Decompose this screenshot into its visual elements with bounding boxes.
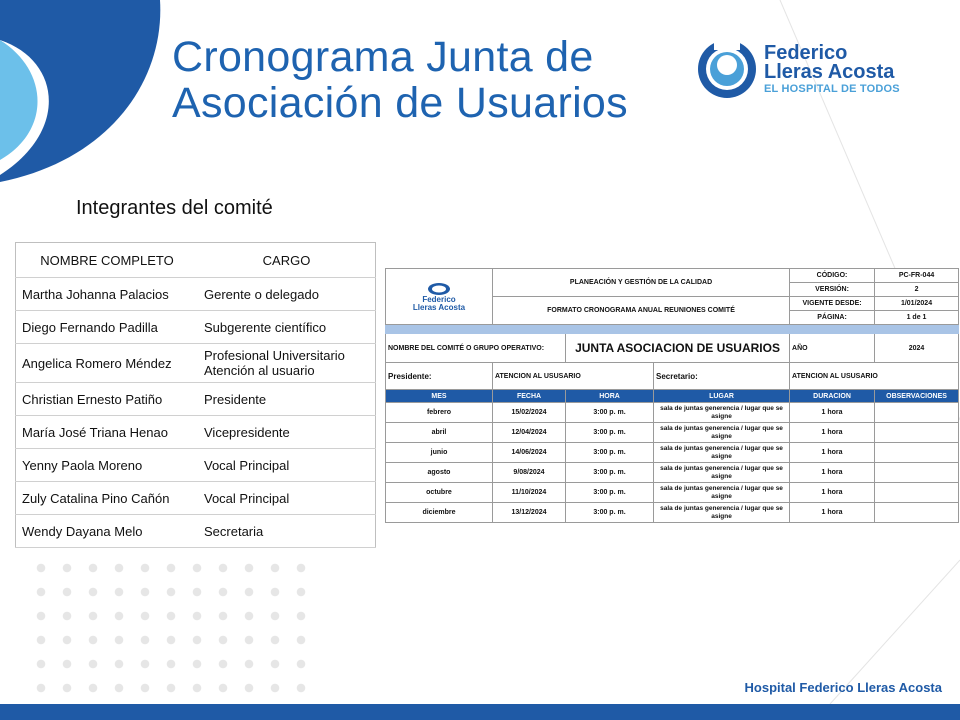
- member-name: Angelica Romero Méndez: [16, 344, 199, 383]
- schedule-row: [386, 503, 959, 523]
- format-logo-text: [413, 296, 465, 312]
- cell-lugar: sala de juntas generencia / lugar que se asigne: [654, 463, 790, 483]
- dot-grid-decoration: [28, 556, 318, 696]
- secretary-value: ATENCION AL USUSARIO: [790, 363, 959, 390]
- col-observaciones: OBSERVACIONES: [875, 390, 959, 403]
- members-table: [15, 242, 376, 548]
- cell-mes: febrero: [386, 403, 493, 423]
- cell-duracion: 1 hora: [790, 443, 875, 463]
- cell-hora: 3:00 p. m.: [566, 403, 654, 423]
- schedule-column-headers: [386, 390, 959, 403]
- committee-label: NOMBRE DEL COMITÉ O GRUPO OPERATIVO:: [386, 334, 566, 363]
- cell-mes: agosto: [386, 463, 493, 483]
- cell-fecha: 12/04/2024: [493, 423, 566, 443]
- meta-value: 2: [875, 283, 959, 297]
- cell-mes: octubre: [386, 483, 493, 503]
- committee-name: JUNTA ASOCIACION DE USUARIOS: [566, 334, 790, 363]
- member-name: Christian Ernesto Patiño: [16, 383, 199, 416]
- member-role: Presidente: [198, 383, 376, 416]
- cell-observaciones: [875, 443, 959, 463]
- logo-name-line1: Federico: [764, 42, 848, 64]
- cell-duracion: 1 hora: [790, 463, 875, 483]
- cell-duracion: 1 hora: [790, 503, 875, 523]
- cell-observaciones: [875, 423, 959, 443]
- col-hora: HORA: [566, 390, 654, 403]
- members-header-row: [16, 243, 376, 278]
- header-name: NOMBRE COMPLETO: [16, 243, 199, 278]
- secretary-label: Secretario:: [654, 363, 790, 390]
- cell-fecha: 13/12/2024: [493, 503, 566, 523]
- cell-observaciones: [875, 483, 959, 503]
- meta-label: PÁGINA:: [790, 311, 875, 325]
- member-name: Yenny Paola Moreno: [16, 449, 199, 482]
- table-row: [16, 515, 376, 548]
- header-role: CARGO: [198, 243, 376, 278]
- member-name: Diego Fernando Padilla: [16, 311, 199, 344]
- cell-lugar: sala de juntas generencia / lugar que se asigne: [654, 403, 790, 423]
- cell-duracion: 1 hora: [790, 403, 875, 423]
- member-role: Profesional Universitario Atención al usuario: [198, 344, 376, 383]
- year-label: AÑO: [790, 334, 875, 363]
- format-logo-line1: Federico: [422, 294, 456, 304]
- table-row: [16, 416, 376, 449]
- logo-name-line2: Lleras Acosta: [764, 61, 895, 83]
- meta-value: 1/01/2024: [875, 297, 959, 311]
- meta-value: 1 de 1: [875, 311, 959, 325]
- cell-duracion: 1 hora: [790, 483, 875, 503]
- officers-row: [386, 363, 959, 390]
- format-divider: [386, 325, 959, 334]
- cell-duracion: 1 hora: [790, 423, 875, 443]
- member-name: María José Triana Henao: [16, 416, 199, 449]
- logo-mark-icon: [696, 38, 758, 100]
- cell-fecha: 9/08/2024: [493, 463, 566, 483]
- schedule-row: [386, 483, 959, 503]
- format-header-title1: PLANEACIÓN Y GESTIÓN DE LA CALIDAD: [493, 269, 790, 297]
- table-row: [16, 344, 376, 383]
- cell-mes: diciembre: [386, 503, 493, 523]
- cell-hora: 3:00 p. m.: [566, 503, 654, 523]
- cell-observaciones: [875, 503, 959, 523]
- member-role: Secretaria: [198, 515, 376, 548]
- committee-subtitle: Integrantes del comité: [76, 197, 273, 219]
- meta-label: CÓDIGO:: [790, 269, 875, 283]
- col-fecha: FECHA: [493, 390, 566, 403]
- format-logo: [386, 269, 493, 325]
- hospital-logo: [696, 38, 926, 104]
- meta-label: VERSIÓN:: [790, 283, 875, 297]
- member-role: Vocal Principal: [198, 482, 376, 515]
- cell-observaciones: [875, 463, 959, 483]
- format-table: [385, 268, 959, 523]
- member-role: Vocal Principal: [198, 449, 376, 482]
- cell-lugar: sala de juntas generencia / lugar que se asigne: [654, 443, 790, 463]
- col-duracion: DURACION: [790, 390, 875, 403]
- member-name: Martha Johanna Palacios: [16, 278, 199, 311]
- schedule-row: [386, 423, 959, 443]
- cell-observaciones: [875, 403, 959, 423]
- footer-bar: [0, 704, 960, 720]
- schedule-row: [386, 403, 959, 423]
- member-role: Gerente o delegado: [198, 278, 376, 311]
- meta-value: PC-FR-044: [875, 269, 959, 283]
- president-label: Presidente:: [386, 363, 493, 390]
- table-row: [16, 278, 376, 311]
- meta-label: VIGENTE DESDE:: [790, 297, 875, 311]
- table-row: [16, 449, 376, 482]
- logo-tagline: EL HOSPITAL DE TODOS: [764, 83, 900, 95]
- cell-fecha: 14/06/2024: [493, 443, 566, 463]
- schedule-row: [386, 443, 959, 463]
- table-row: [16, 482, 376, 515]
- format-logo-line2: Lleras Acosta: [412, 302, 466, 312]
- table-row: [16, 311, 376, 344]
- president-value: ATENCION AL USUSARIO: [493, 363, 654, 390]
- cell-mes: junio: [386, 443, 493, 463]
- member-role: Subgerente científico: [198, 311, 376, 344]
- schedule-row: [386, 463, 959, 483]
- cell-mes: abril: [386, 423, 493, 443]
- cell-hora: 3:00 p. m.: [566, 443, 654, 463]
- schedule-format-document: [385, 268, 958, 532]
- cell-fecha: 11/10/2024: [493, 483, 566, 503]
- page-title: Cronograma Junta de Asociación de Usuarios: [172, 33, 628, 127]
- cell-hora: 3:00 p. m.: [566, 463, 654, 483]
- logo-name: [764, 44, 894, 82]
- cell-fecha: 15/02/2024: [493, 403, 566, 423]
- cell-hora: 3:00 p. m.: [566, 483, 654, 503]
- cell-lugar: sala de juntas generencia / lugar que se asigne: [654, 423, 790, 443]
- member-name: Zuly Catalina Pino Cañón: [16, 482, 199, 515]
- cell-hora: 3:00 p. m.: [566, 423, 654, 443]
- member-name: Wendy Dayana Melo: [16, 515, 199, 548]
- format-header-title2: FORMATO CRONOGRAMA ANUAL REUNIONES COMITÉ: [493, 297, 790, 325]
- committee-row: [386, 334, 959, 363]
- year-value: 2024: [875, 334, 959, 363]
- format-logo-icon: [427, 282, 451, 296]
- footer-hospital-name: Hospital Federico Lleras Acosta: [744, 680, 942, 695]
- cell-lugar: sala de juntas generencia / lugar que se asigne: [654, 503, 790, 523]
- col-mes: MES: [386, 390, 493, 403]
- format-header-row: [386, 269, 959, 283]
- member-role: Vicepresidente: [198, 416, 376, 449]
- col-lugar: LUGAR: [654, 390, 790, 403]
- cell-lugar: sala de juntas generencia / lugar que se asigne: [654, 483, 790, 503]
- table-row: [16, 383, 376, 416]
